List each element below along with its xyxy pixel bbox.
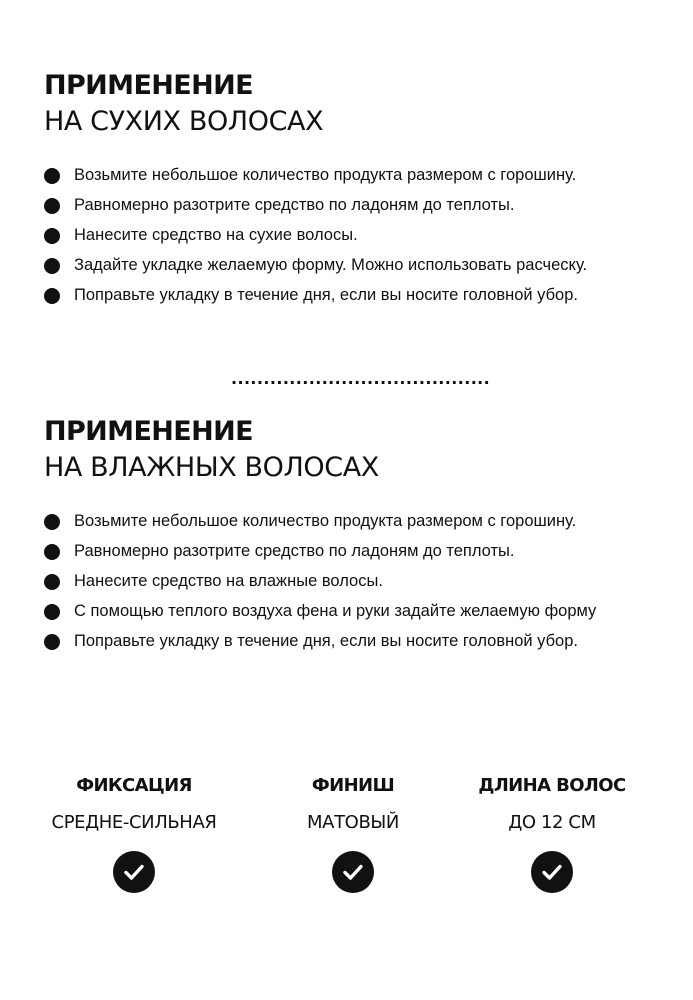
step-text: Равномерно разотрите средство по ладоням до теплоты.: [74, 196, 515, 214]
list-item: [44, 536, 664, 566]
feature-value: ДО 12 СМ: [508, 812, 596, 833]
feature-hold: [34, 772, 234, 893]
step-text: Возьмите небольшое количество продукта размером с горошину.: [74, 512, 577, 530]
feature-label: ФИНИШ: [311, 775, 395, 796]
step-text: Поправьте укладку в течение дня, если вы носите головной убор.: [74, 632, 578, 650]
bullet-icon: [44, 198, 60, 214]
checkmark-icon: [531, 851, 573, 893]
section-subtitle: НА СУХИХ ВОЛОСАХ: [44, 106, 324, 137]
list-item: [44, 250, 664, 280]
section-title: ПРИМЕНЕНИЕ: [44, 70, 253, 101]
list-item: [44, 160, 664, 190]
step-text: Нанесите средство на сухие волосы.: [74, 226, 358, 244]
section-subtitle: НА ВЛАЖНЫХ ВОЛОСАХ: [44, 452, 379, 483]
step-text: С помощью теплого воздуха фена и руки задайте желаемую форму: [74, 602, 597, 620]
bullet-icon: [44, 574, 60, 590]
dotted-divider: ........................................: [231, 372, 491, 386]
section-wet-hair: [44, 414, 664, 656]
list-item: [44, 596, 664, 626]
feature-hair-length: [452, 772, 652, 893]
feature-value: СРЕДНЕ-СИЛЬНАЯ: [51, 812, 217, 833]
steps-list: [44, 506, 664, 656]
bullet-icon: [44, 168, 60, 184]
checkmark-icon: [332, 851, 374, 893]
step-text: Задайте укладке желаемую форму. Можно использовать расческу.: [74, 256, 588, 274]
step-text: Поправьте укладку в течение дня, если вы носите головной убор.: [74, 286, 578, 304]
bullet-icon: [44, 288, 60, 304]
section-title: ПРИМЕНЕНИЕ: [44, 416, 253, 447]
section-dry-hair: [44, 68, 664, 310]
bullet-icon: [44, 604, 60, 620]
step-text: Нанесите средство на влажные волосы.: [74, 572, 383, 590]
bullet-icon: [44, 634, 60, 650]
feature-label: ДЛИНА ВОЛОС: [478, 775, 626, 796]
step-text: Возьмите небольшое количество продукта размером с горошину.: [74, 166, 577, 184]
list-item: [44, 280, 664, 310]
list-item: [44, 566, 664, 596]
list-item: [44, 626, 664, 656]
feature-finish: [253, 772, 453, 893]
bullet-icon: [44, 514, 60, 530]
feature-summary: [0, 772, 693, 902]
feature-label: ФИКСАЦИЯ: [76, 775, 192, 796]
list-item: [44, 506, 664, 536]
step-text: Равномерно разотрите средство по ладоням до теплоты.: [74, 542, 515, 560]
checkmark-icon: [113, 851, 155, 893]
bullet-icon: [44, 544, 60, 560]
feature-value: МАТОВЫЙ: [307, 812, 399, 833]
bullet-icon: [44, 258, 60, 274]
list-item: [44, 220, 664, 250]
bullet-icon: [44, 228, 60, 244]
list-item: [44, 190, 664, 220]
steps-list: [44, 160, 664, 310]
